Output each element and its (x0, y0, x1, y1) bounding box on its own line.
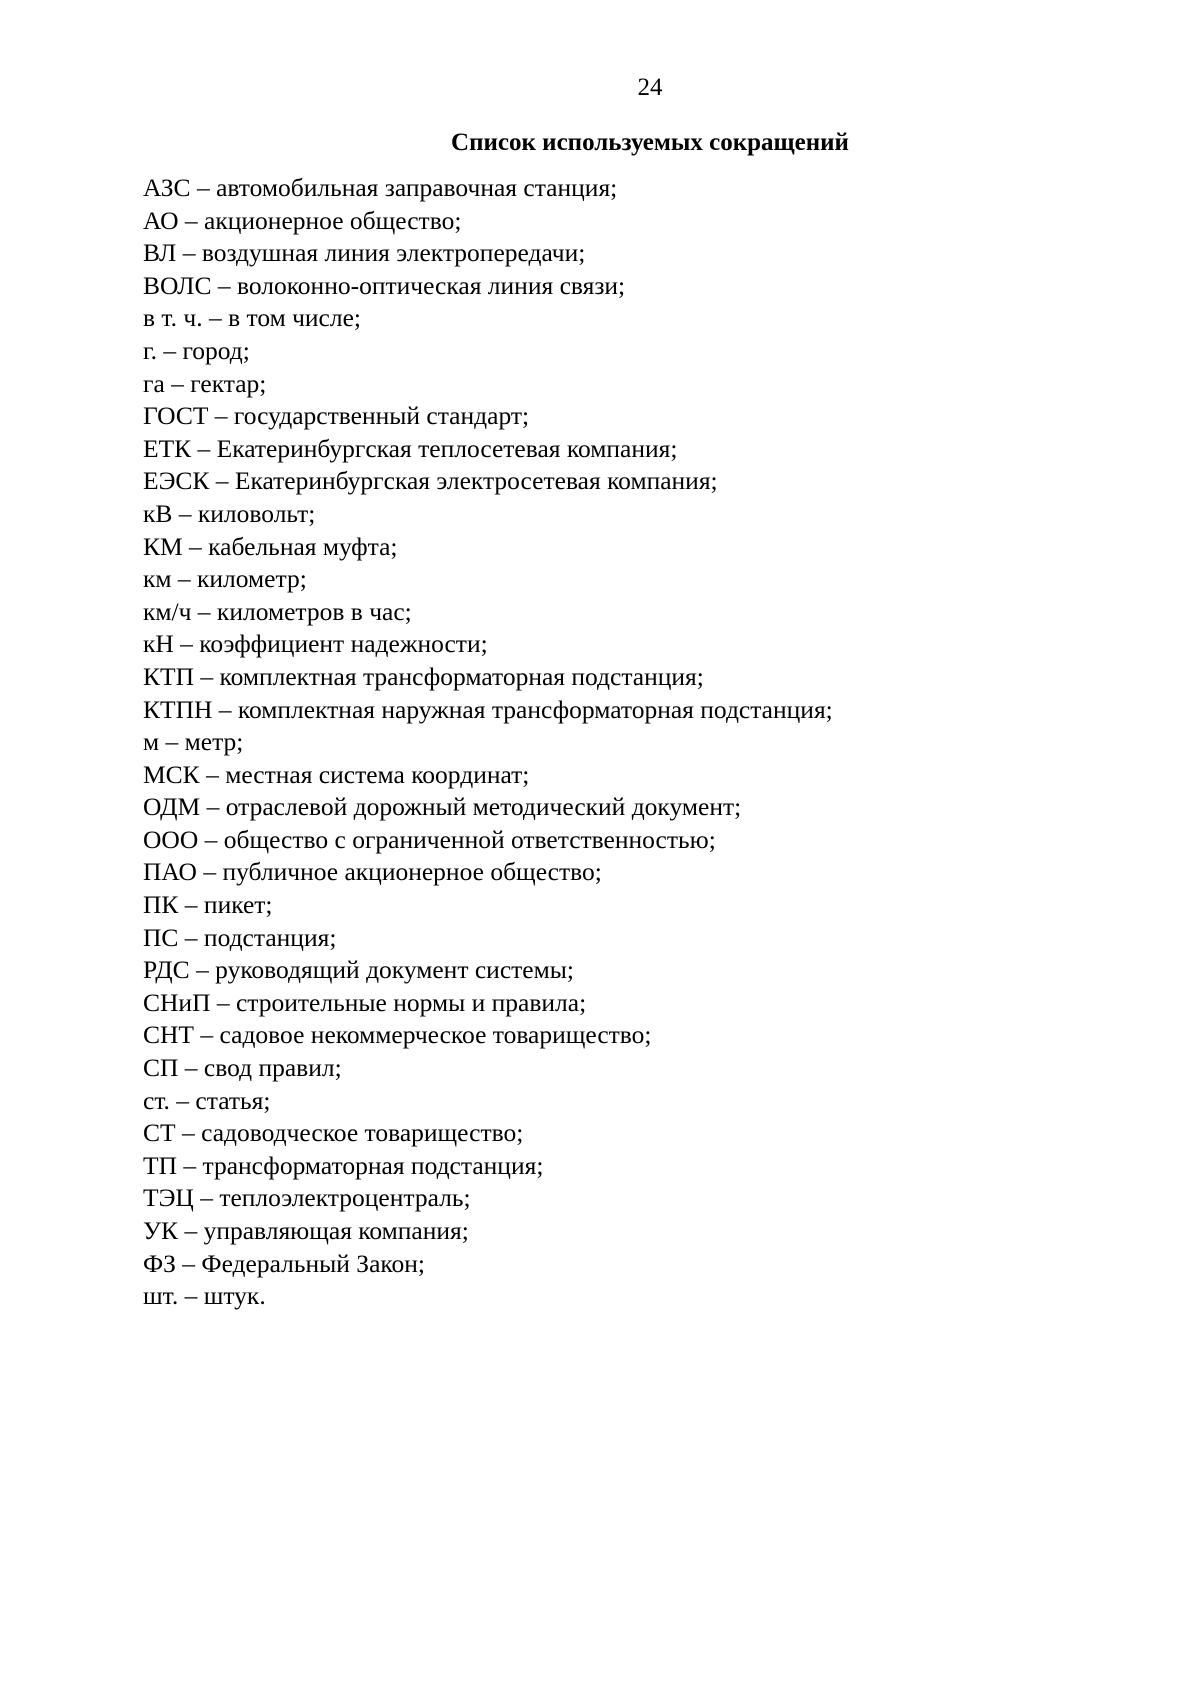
page-title: Список используемых сокращений (451, 129, 849, 156)
list-item: ОДМ – отраслевой дорожный методический документ; (143, 792, 742, 822)
list-item: в т. ч. – в том числе; (143, 303, 362, 333)
list-item: КМ – кабельная муфта; (143, 531, 398, 561)
list-item: г. – город; (143, 335, 250, 365)
list-item: кВ – киловольт; (143, 498, 316, 528)
list-item: ООО – общество с ограниченной ответственностью; (143, 824, 716, 854)
list-item: КТП – комплектная трансформаторная подстанция; (143, 661, 704, 691)
list-item: ВОЛС – волоконно-оптическая линия связи; (143, 270, 626, 300)
list-item: кН – коэффициент надежности; (143, 629, 488, 659)
list-item: АО – акционерное общество; (143, 205, 462, 235)
list-item: шт. – штук. (143, 1281, 266, 1311)
list-item: ТП – трансформаторная подстанция; (143, 1150, 544, 1180)
list-item: СП – свод правил; (143, 1053, 342, 1083)
list-item: ГОСТ – государственный стандарт; (143, 401, 530, 431)
list-item: РДС – руководящий документ системы; (143, 955, 574, 985)
list-item: ПК – пикет; (143, 890, 273, 920)
list-item: СТ – садоводческое товарищество; (143, 1118, 524, 1148)
list-item: СНиП – строительные нормы и правила; (143, 987, 587, 1017)
list-item: ЕТК – Екатеринбургская теплосетевая компания; (143, 433, 678, 463)
list-item: АЗС – автомобильная заправочная станция; (143, 173, 618, 202)
abbreviation-list (143, 172, 833, 1313)
list-item: ПАО – публичное акционерное общество; (143, 857, 602, 887)
list-item: ПС – подстанция; (143, 922, 337, 952)
list-item: ст. – статья; (143, 1085, 271, 1115)
list-item: ФЗ – Федеральный Закон; (143, 1248, 425, 1278)
list-item: ВЛ – воздушная линия электропередачи; (143, 238, 586, 268)
list-item: га – гектар; (143, 368, 267, 398)
list-item: УК – управляющая компания; (143, 1216, 469, 1245)
list-item: м – метр; (143, 727, 244, 757)
list-item: ЕЭСК – Екатеринбургская электросетевая компания; (143, 466, 718, 496)
list-item: СНТ – садовое некоммерческое товарищество; (143, 1020, 652, 1050)
list-item: КТПН – комплектная наружная трансформаторная подстанция; (143, 694, 833, 724)
list-item: МСК – местная система координат; (143, 759, 530, 789)
list-item: км/ч – километров в час; (143, 596, 412, 626)
list-item: ТЭЦ – теплоэлектроцентраль; (143, 1183, 471, 1213)
list-item: км – километр; (143, 564, 307, 594)
page-number: 24 (637, 74, 663, 101)
